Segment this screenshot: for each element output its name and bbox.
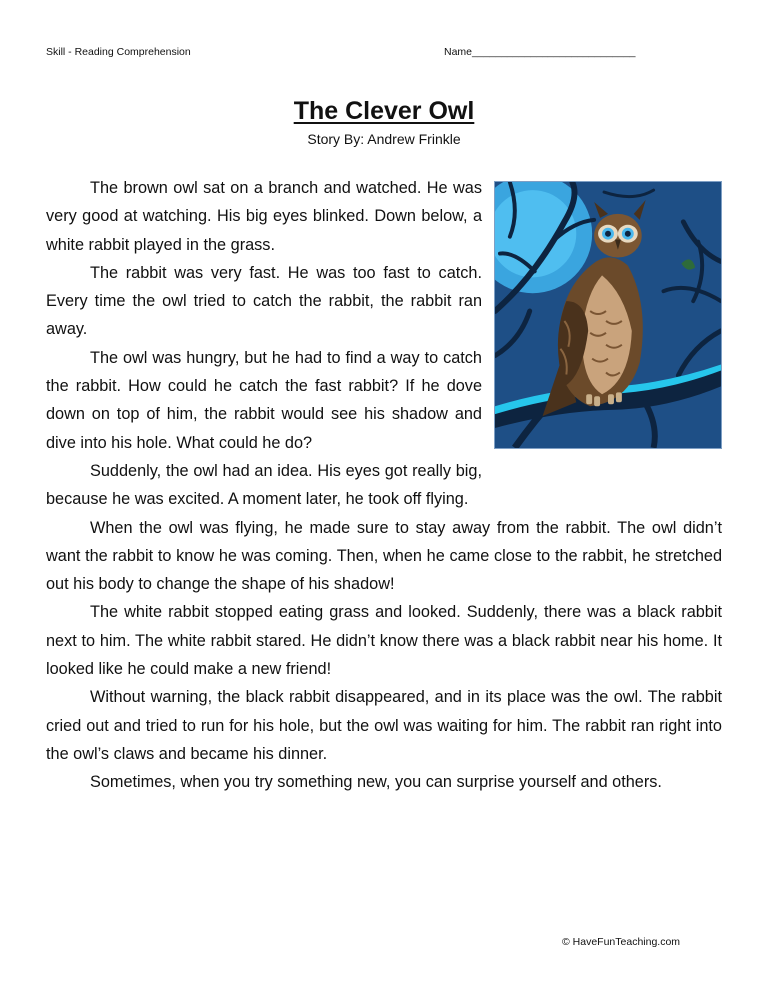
owl-illustration (494, 181, 722, 449)
worksheet-header (46, 46, 722, 62)
story-paragraph-6: The white rabbit stopped eating grass and looked. Suddenly, there was a black rabbit next to him. The white rabbit stared. He didn’t know there was a black rabbit near his home. It looked like he could make a new friend! (46, 603, 722, 679)
story-paragraph-3: The owl was hungry, but he had to find a way to catch the rabbit. How could he catch the fast rabbit? If he dove down on top of him, the rabbit would see his shadow and dive into his hole. What could he do? (46, 348, 482, 452)
skill-label: Skill - Reading Comprehension (46, 46, 191, 58)
story-paragraph-8: Sometimes, when you try something new, you can surprise yourself and others. (90, 773, 662, 792)
story-paragraph-1: The brown owl sat on a branch and watched. He was very good at watching. His big eyes blinked. Down below, a white rabbit played in the grass. (46, 179, 482, 254)
story-author: Story By: Andrew Frinkle (307, 131, 461, 147)
owl-on-branch-picture (495, 182, 721, 448)
story-paragraph-2: The rabbit was very fast. He was too fast to catch. Every time the owl tried to catch the rabbit, the rabbit ran away. (46, 263, 482, 339)
copyright-footer: © HaveFunTeaching.com (562, 936, 681, 948)
name-field[interactable]: Name____________________________ (444, 46, 636, 58)
title-block (0, 96, 768, 148)
story-paragraph-4: Suddenly, the owl had an idea. His eyes got really big, because he was excited. A moment later, he took off flying. (46, 461, 482, 509)
story-paragraph-7: Without warning, the black rabbit disappeared, and in its place was the owl. The rabbit cried out and tried to run for his hole, but the owl was waiting for him. The rabbit ran right into the owl’s claws and became his dinner. (46, 688, 722, 763)
story-paragraph-5: When the owl was flying, he made sure to stay away from the rabbit. The owl didn’t want the rabbit to know he was coming. Then, when he came close to the rabbit, he stretched out his body to change the shape of his shadow! (46, 518, 722, 594)
story-body (46, 174, 722, 797)
story-title: The Clever Owl (293, 97, 475, 125)
